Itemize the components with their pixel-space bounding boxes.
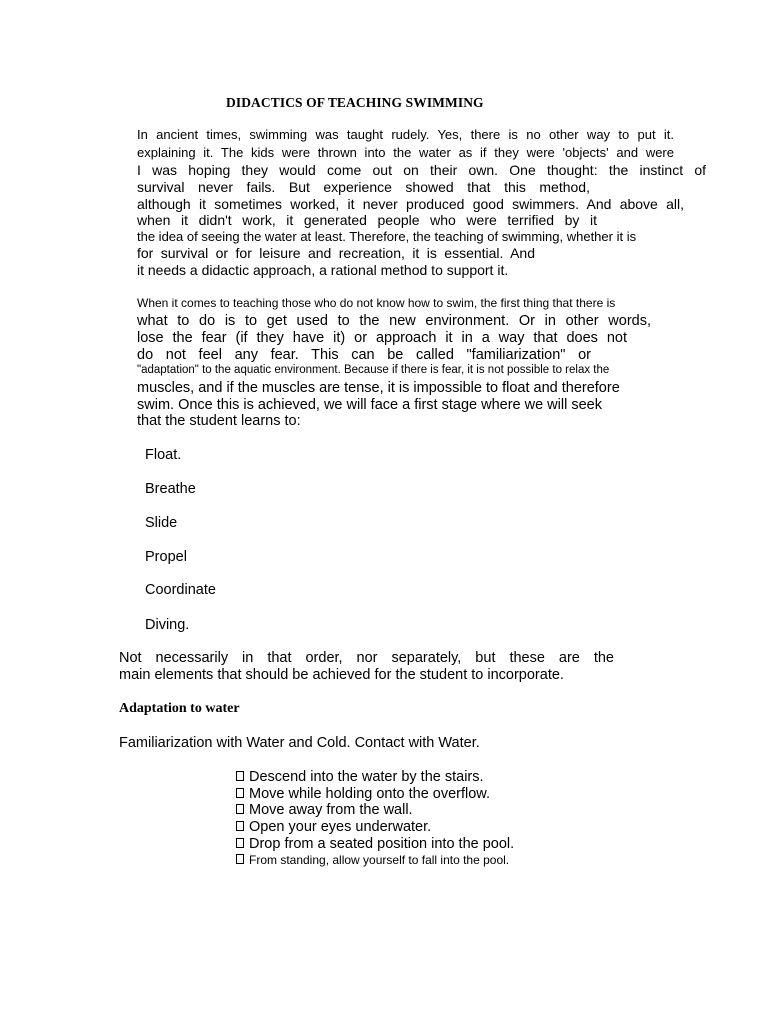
paragraph-line: When it comes to teaching those who do not know how to swim, the first thing that there is <box>137 296 616 310</box>
exercise-text: Move while holding onto the overflow. <box>249 786 491 802</box>
document-title: DIDACTICS OF TEACHING SWIMMING <box>226 95 484 110</box>
list-item <box>236 802 413 818</box>
bullet-box-icon <box>236 838 244 848</box>
paragraph-line: In ancient times, swimming was taught rudely. Yes, there is no other way to put it. <box>137 127 674 142</box>
paragraph-line: survival never fails. But experience showed that this method, <box>137 179 590 195</box>
paragraph-line: what to do is to get used to the new environment. Or in other words, <box>137 313 651 329</box>
paragraph-line: Not necessarily in that order, nor separately, but these are the <box>119 650 614 666</box>
bullet-box-icon <box>236 854 244 864</box>
list-item <box>236 819 431 835</box>
list-item <box>236 769 484 785</box>
bullet-box-icon <box>236 788 244 798</box>
list-item: Slide <box>145 515 178 531</box>
exercise-text: Open your eyes underwater. <box>249 819 432 835</box>
paragraph-line: "adaptation" to the aquatic environment. Because if there is fear, it is not possible to relax the <box>137 364 610 376</box>
exercise-text: Descend into the water by the stairs. <box>249 769 484 785</box>
list-item: Float. <box>145 447 182 463</box>
paragraph-line: that the student learns to: <box>137 413 301 429</box>
paragraph-line: main elements that should be achieved for the student to incorporate. <box>119 667 564 683</box>
exercise-text: Drop from a seated position into the pool. <box>249 836 515 852</box>
paragraph-line: when it didn't work, it generated people who were terrified by it <box>137 212 597 228</box>
list-item: Propel <box>145 549 187 565</box>
paragraph-line: muscles, and if the muscles are tense, it is impossible to float and therefore <box>137 380 620 396</box>
sub-heading: Familiarization with Water and Cold. Contact with Water. <box>119 735 480 751</box>
paragraph-line: the idea of seeing the water at least. Therefore, the teaching of swimming, whether it is <box>137 229 637 244</box>
bullet-box-icon <box>236 771 244 781</box>
paragraph-line: explaining it. The kids were thrown into the water as if they were 'objects' and were <box>137 145 674 160</box>
paragraph-line: swim. Once this is achieved, we will face a first stage where we will seek <box>137 397 602 413</box>
exercise-text: From standing, allow yourself to fall into the pool. <box>249 853 510 867</box>
paragraph-line: although it sometimes worked, it never produced good swimmers. And above all, <box>137 196 684 212</box>
bullet-box-icon <box>236 804 244 814</box>
list-item: Coordinate <box>145 582 216 598</box>
section-heading: Adaptation to water <box>119 701 240 716</box>
list-item <box>236 786 490 802</box>
list-item <box>236 853 509 867</box>
exercise-text: Move away from the wall. <box>249 802 413 818</box>
paragraph-line: do not feel any fear. This can be called "familiarization" or <box>137 347 591 363</box>
list-item: Breathe <box>145 481 196 497</box>
paragraph-line: I was hoping they would come out on their own. One thought: the instinct of <box>137 162 706 178</box>
bullet-box-icon <box>236 821 244 831</box>
paragraph-line: for survival or for leisure and recreation, it is essential. And <box>137 245 535 261</box>
paragraph-line: it needs a didactic approach, a rational method to support it. <box>137 262 509 278</box>
paragraph-line: lose the fear (if they have it) or approach it in a way that does not <box>137 330 627 346</box>
list-item: Diving. <box>145 617 190 633</box>
list-item <box>236 836 514 852</box>
